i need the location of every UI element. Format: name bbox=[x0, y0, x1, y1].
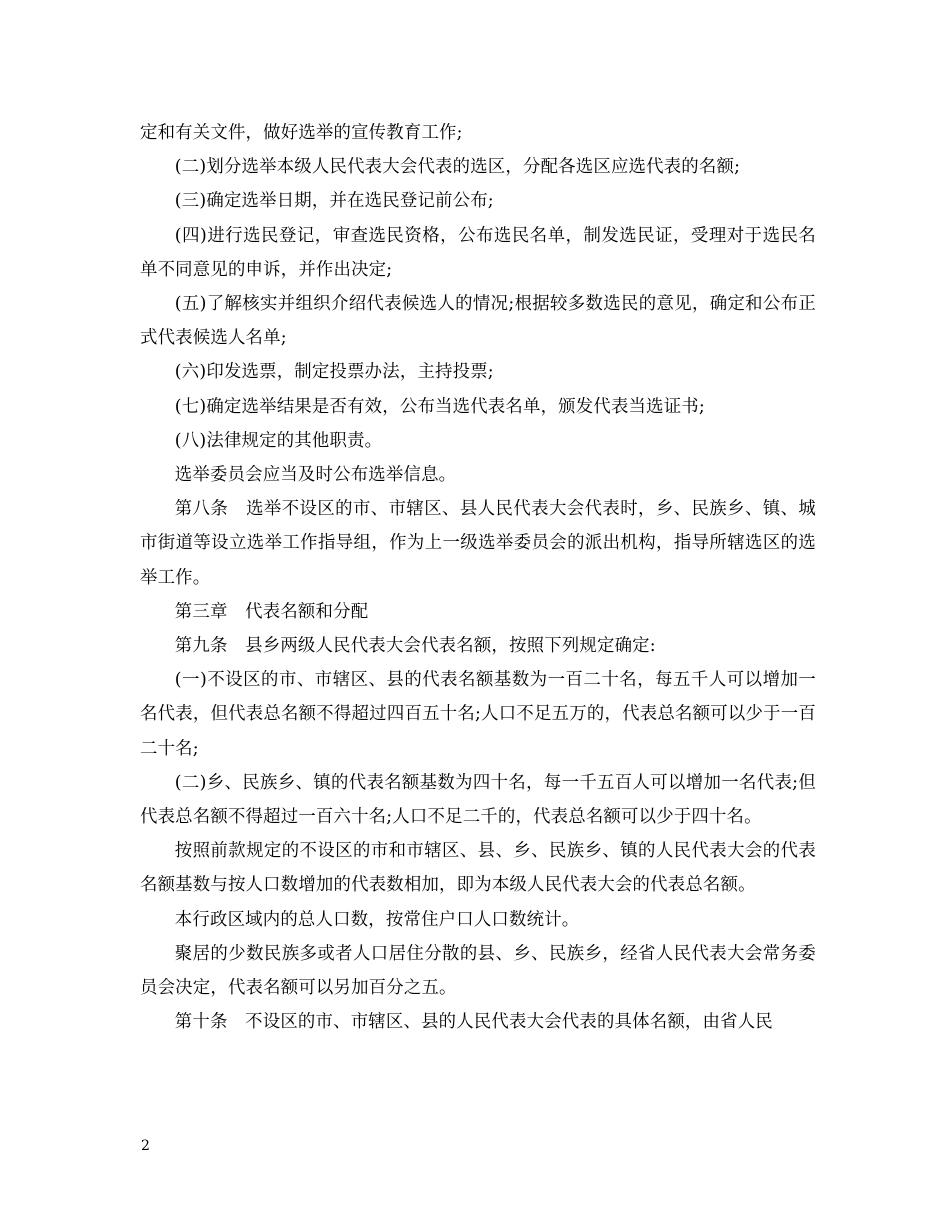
document-body bbox=[140, 116, 816, 1039]
page-number: 2 bbox=[141, 1138, 150, 1154]
paragraph-item-2: (二)划分选举本级人民代表大会代表的选区，分配各选区应选代表的名额; bbox=[174, 157, 741, 178]
paragraph-item-3: (三)确定选举日期，并在选民登记前公布; bbox=[174, 191, 494, 212]
paragraph-total-quota: 按照前款规定的不设区的市和市辖区、县、乡、民族乡、镇的人民代表大会的代表名额基数与按人口数增加的代表数相加，即为本级人民代表大会的代表总名额。 bbox=[140, 841, 816, 896]
paragraph-item-7: (七)确定选举结果是否有效，公布当选代表名单，颁发代表当选证书; bbox=[174, 396, 705, 417]
paragraph-article-9-item-2: (二)乡、民族乡、镇的代表名额基数为四十名，每一千五百人可以增加一名代表;但代表总名额不得超过一百六十名;人口不足二千的，代表总名额可以少于四十名。 bbox=[140, 772, 816, 828]
paragraph-item-6: (六)印发选票，制定投票办法，主持投票; bbox=[174, 362, 494, 383]
paragraph-item-5: (五)了解核实并组织介绍代表候选人的情况;根据较多数选民的意见，确定和公布正式代表候选人名单; bbox=[140, 294, 816, 349]
paragraph-article-9-item-1: (一)不设区的市、市辖区、县的代表名额基数为一百二十名，每五千人可以增加一名代表，但代表总名额不得超过四百五十名;人口不足五万的，代表总名额可以少于一百二十名; bbox=[140, 670, 816, 759]
paragraph-article-10: 第十条 不设区的市、市辖区、县的人民代表大会代表的具体名额，由省人民 bbox=[174, 1012, 773, 1033]
chapter-heading: 第三章 代表名额和分配 bbox=[174, 601, 369, 622]
paragraph-minority-quota: 聚居的少数民族多或者人口居住分散的县、乡、民族乡，经省人民代表大会常务委员会决定，代表名额可以另加百分之五。 bbox=[140, 943, 816, 999]
paragraph-continuation: 定和有关文件，做好选举的宣传教育工作; bbox=[140, 123, 463, 143]
paragraph-article-8: 第八条 选举不设区的市、市辖区、县人民代表大会代表时，乡、民族乡、镇、城市街道等设立选举工作指导组，作为上一级选举委员会的派出机构，指导所辖选区的选举工作。 bbox=[140, 499, 816, 588]
paragraph-article-9: 第九条 县乡两级人民代表大会代表名额，按照下列规定确定: bbox=[174, 636, 656, 657]
paragraph-item-4: (四)进行选民登记，审查选民资格，公布选民名单，制发选民证，受理对于选民名单不同意见的申诉，并作出决定; bbox=[140, 225, 816, 280]
paragraph-election-info: 选举委员会应当及时公布选举信息。 bbox=[174, 465, 457, 486]
paragraph-population-count: 本行政区域内的总人口数，按常住户口人口数统计。 bbox=[174, 909, 580, 930]
paragraph-item-8: (八)法律规定的其他职责。 bbox=[174, 430, 383, 451]
